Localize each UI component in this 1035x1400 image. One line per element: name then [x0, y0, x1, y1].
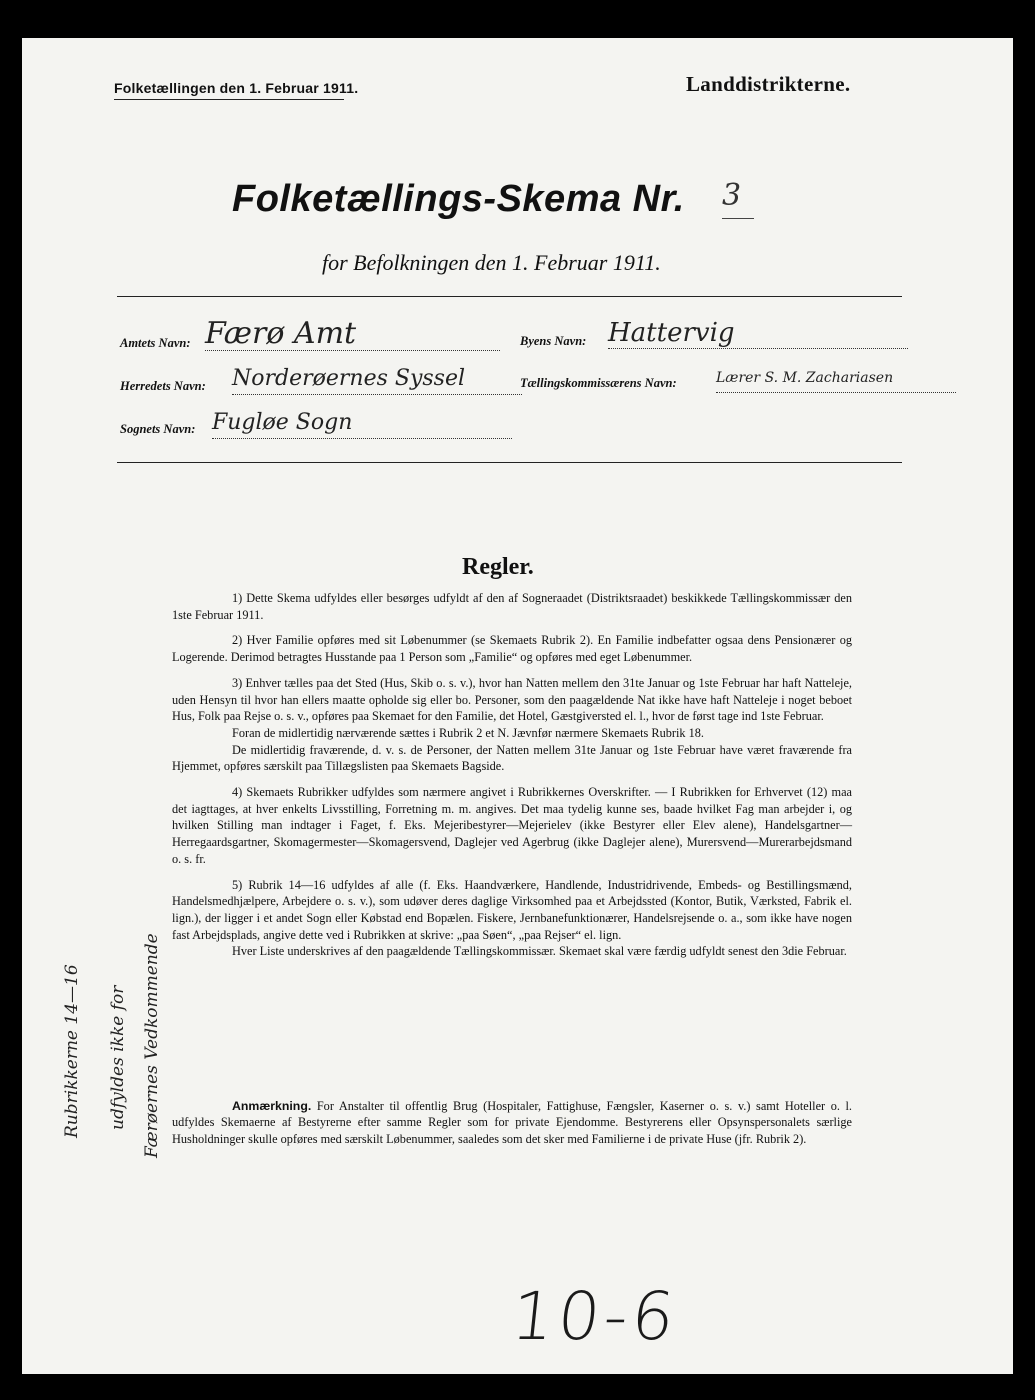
rule-4: 4) Skemaets Rubrikker udfyldes som nærmere angivet i Rubrikkernes Overskrifter. — I Rubrikken for Erhvervet (12) maa det iagttages, at hver enkelts Livsstilling, Forretning m. m. angives. Det maa tydelig kunne ses, baade hvilket Fag man arbejder i, og hvilken Stilling man indtager i Faget, f. Eks. Mejeribestyrer—Mejerielev (ikke Bestyrer eller Elev alene), Handelsgartner—Herregaardsgartner, Skomagermester—Skomagersvend, Daglejer ved Agerbrug (ikke Daglejer alene), Murersvend—Murerarbejdsmand o. s. fr. [172, 785, 852, 866]
form-subtitle: for Befolkningen den 1. Februar 1911. [322, 250, 661, 275]
census-form-page [22, 38, 1013, 1374]
annotation-label: Anmærkning. [232, 1099, 312, 1113]
herred-value: Norderøernes Syssel [232, 364, 522, 395]
rule-3: 3) Enhver tælles paa det Sted (Hus, Skib o. s. v.), hvor han Natten mellem den 31te Januar og 1ste Februar har haft Natteleje, uden Hensyn til hvor han ellers maatte opholde sig eller bo. Personer, som den paagældende Nat ikke have haft Natteleje i noget beboet Hus, Folk paa Rejse o. s. v., opføres paa Skemaet for den Familie, det Hotel, Gæstgiversted el. l., hvor de først tage ind 1ste Februar. [172, 675, 852, 724]
bottom-divider [117, 462, 902, 463]
margin-note-line-3: Færøernes Vedkommende [142, 933, 162, 1158]
district-type-header: Landdistrikterne. [686, 72, 851, 96]
annotation-note [172, 1098, 852, 1147]
rules-heading: Regler. [462, 554, 534, 580]
annotation-text: For Anstalter til offentlig Brug (Hospitaler, Fattighuse, Fængsler, Kaserner o. s. v.) samt Hoteller o. l. udfyldes Skemaerne af Bestyrerne efter samme Regler som for private Ejendomme. Bestyrerens eller Opsynspersonalets særlige Husholdninger skulle opføres med særskilt Løbenummer, saaledes som det sker med Familierne i de private Huse (jfr. Rubrik 2). [172, 1099, 852, 1146]
margin-note-line-1: Rubrikkerne 14—16 [62, 964, 82, 1138]
byens-label: Byens Navn: [520, 334, 587, 348]
rule-3-absent-note: De midlertidig fraværende, d. v. s. de Personer, der Natten mellem 31te Januar og 1ste Februar have været fraværende fra Hjemmet, opføres særskilt paa Tillægslisten paa Skemaets Bagside. [172, 742, 852, 774]
sogn-value: Fugløe Sogn [212, 408, 512, 439]
form-number-line [722, 218, 754, 219]
kommissaer-label: Tællingskommissærens Navn: [520, 376, 677, 390]
amt-value: Færø Amt [205, 318, 500, 351]
header-underline [114, 99, 344, 100]
rule-1: 1) Dette Skema udfyldes eller besørges udfyldt af den af Sogneraadet (Distriktsraadet) beskikkede Tællingskommissær den 1ste Februar 1911. [172, 591, 852, 622]
form-title: Folketællings-Skema Nr. [232, 178, 685, 220]
rule-2: 2) Hver Familie opføres med sit Løbenummer (se Skemaets Rubrik 2). En Familie indbefatter ogsaa dens Pensionærer og Logerende. Derimod betragtes Husstande paa 1 Person som „Familie“ og opføres med eget Løbenummer. [172, 633, 852, 665]
rule-signature-note: Hver Liste underskrives af den paagældende Tællingskommissær. Skemaet skal være færdig udfyldt senest den 3die Februar. [232, 944, 847, 959]
kommissaer-value: Lærer S. M. Zachariasen [716, 364, 956, 393]
herred-label: Herredets Navn: [120, 379, 206, 393]
sogn-label: Sognets Navn: [120, 422, 196, 436]
rule-3-n-note: Foran de midlertidig nærværende sættes i Rubrik 2 et N. Jævnfør nærmere Skemaets Rubrik 18. [232, 725, 705, 740]
handwritten-number: 10-6 [507, 1278, 682, 1355]
byens-value: Hattervig [608, 318, 908, 349]
rule-5: 5) Rubrik 14—16 udfyldes af alle (f. Eks. Haandværkere, Handlende, Industridrivende, Embeds- og Bestillingsmænd, Handelsmedhjælpere, Arbejdere o. s. v.), som udøver deres daglige Virksomhed paa et Arbejdssted (Kontor, Butik, Værksted, Fabrik el. lign.), der ligger i et andet Sogn eller Købstad end Bopælen. Fiskere, Jernbanefunktionærer, Handelsrejsende o. a., som ikke have nogen fast Arbejdsplads, angive dette ved i Rubrikken at skrive: „paa Søen“, „paa Rejser“ el. lign. [172, 877, 852, 942]
rules-body [172, 590, 852, 969]
top-divider [117, 296, 902, 297]
census-date-header: Folketællingen den 1. Februar 1911. [114, 80, 359, 96]
amt-label: Amtets Navn: [120, 336, 191, 350]
margin-note-line-2: udfyldes ikke for [108, 985, 128, 1130]
form-number-handwritten: 3 [722, 178, 742, 213]
